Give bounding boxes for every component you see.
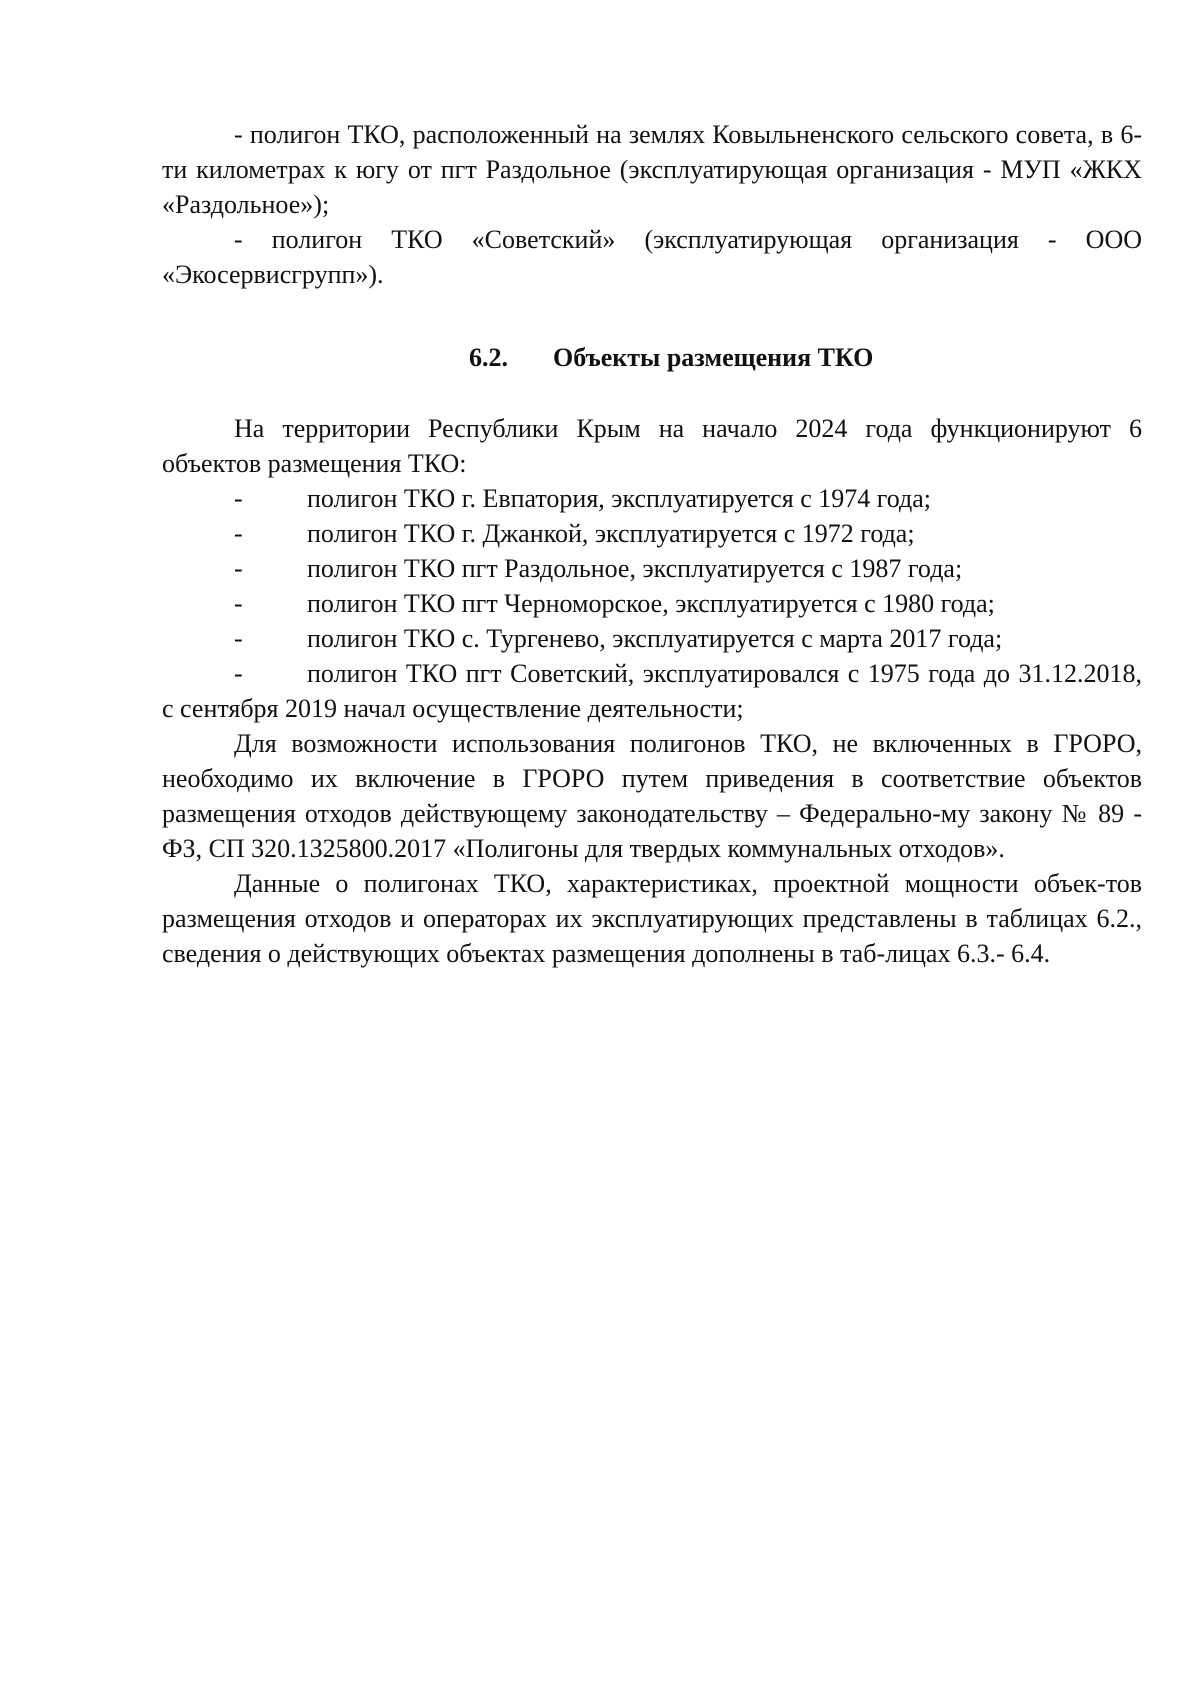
intro-paragraph-1: - полигон ТКО, расположенный на землях Ковыльненского сельского совета, в 6-ти километрах к югу от пгт Раздольное (эксплуатирующая организация - МУП «ЖКХ «Раздольное»); [162, 120, 1142, 219]
list-item-text: полигон ТКО пгт Советский, эксплуатировался с 1975 года до 31.12.2018, с сентября 2019 начал осуществление деятельности; [162, 659, 1142, 723]
list-marker: - [234, 659, 243, 688]
list-item [162, 481, 1142, 516]
list-item [162, 551, 1142, 586]
tables-paragraph: Данные о полигонах ТКО, характеристиках, проектной мощности объек-тов размещения отходов и операторах их эксплуатирующих представлены в таблицах 6.2., сведения о действующих объектах размещения дополнены в таб-лицах 6.3.- 6.4. [162, 869, 1142, 968]
list-item [162, 656, 1142, 726]
list-item-text: полигон ТКО с. Тургенево, эксплуатируется с марта 2017 года; [307, 624, 1003, 653]
list-marker: - [234, 519, 243, 548]
list-marker: - [234, 554, 243, 583]
list-marker: - [234, 624, 243, 653]
section-number: 6.2. [469, 343, 508, 372]
list-item-text: полигон ТКО пгт Раздольное, эксплуатируется с 1987 года; [307, 554, 963, 583]
list-marker: - [234, 484, 243, 513]
landfill-list [162, 481, 1142, 726]
list-item-text: полигон ТКО г. Евпатория, эксплуатируется с 1974 года; [307, 484, 932, 513]
list-marker: - [234, 589, 243, 618]
list-item [162, 621, 1142, 656]
gropo-paragraph: Для возможности использования полигонов ТКО, не включенных в ГРОРО, необходимо их включение в ГРОРО путем приведения в соответствие объектов размещения отходов действующему законодательству – Федерально-му закону № 89 - ФЗ, СП 320.1325800.2017 «Полигоны для твердых коммунальных отходов». [162, 729, 1142, 863]
list-item-text: полигон ТКО пгт Черноморское, эксплуатируется с 1980 года; [307, 589, 995, 618]
list-item [162, 516, 1142, 551]
section-title: Объекты размещения ТКО [553, 343, 874, 372]
section-body [162, 411, 1142, 971]
intro-paragraph-2: - полигон ТКО «Советский» (эксплуатирующая организация - ООО «Экосервисгрупп»). [162, 225, 1142, 289]
list-item-text: полигон ТКО г. Джанкой, эксплуатируется с 1972 года; [307, 519, 915, 548]
lead-paragraph: На территории Республики Крым на начало 2024 года функционируют 6 объектов размещения ТКО: [162, 414, 1142, 478]
intro-block [162, 117, 1142, 292]
list-item [162, 586, 1142, 621]
